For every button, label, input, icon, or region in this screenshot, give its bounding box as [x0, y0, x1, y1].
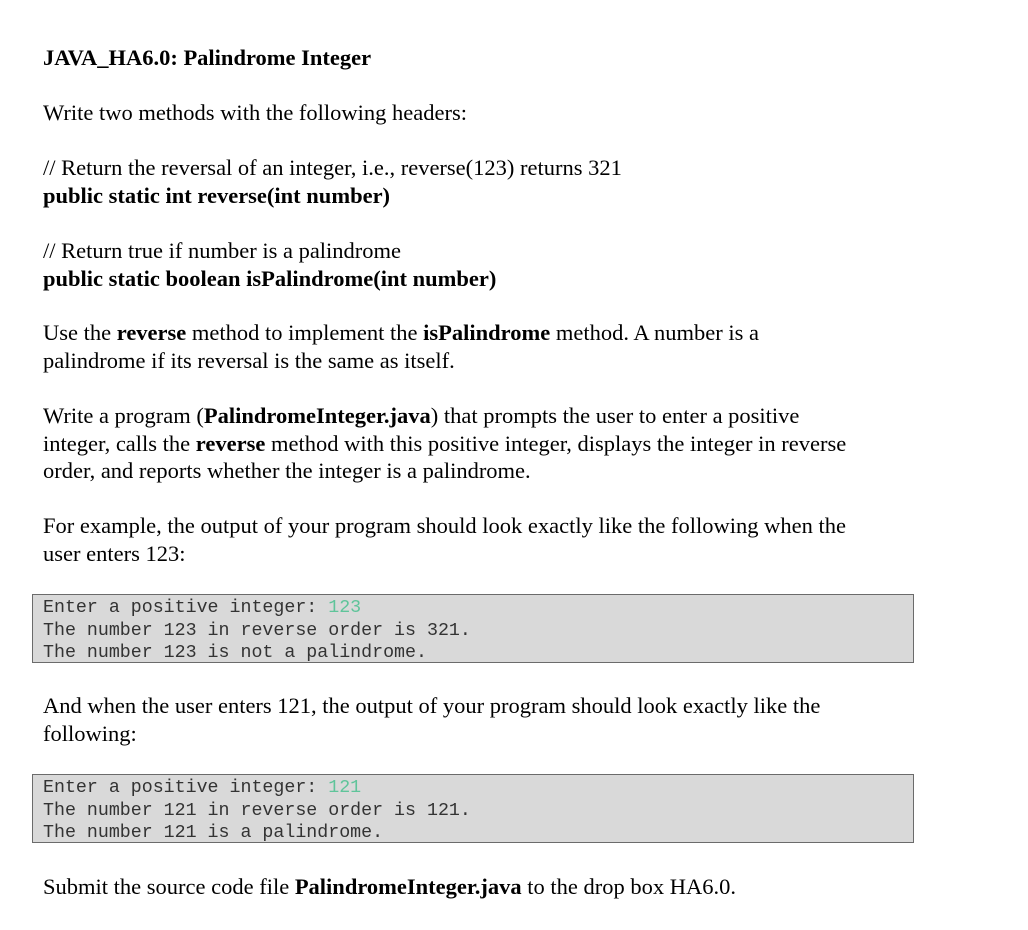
- text-run: Write a program (: [43, 403, 204, 428]
- sample-output-console-2: [32, 774, 914, 843]
- example2-intro-line-1: And when the user enters 121, the output of your program should look exactly like the: [43, 693, 821, 718]
- console-prompt: Enter a positive integer:: [43, 598, 329, 618]
- text-run: method with this positive integer, displays the integer in reverse: [265, 430, 847, 456]
- example2-intro-line-2: following:: [43, 720, 137, 746]
- palindrome-method-signature: public static boolean isPalindrome(int number): [43, 265, 497, 291]
- console-prompt: Enter a positive integer:: [43, 778, 329, 798]
- console-user-input: 121: [328, 778, 362, 798]
- page-title: JAVA_HA6.0: Palindrome Integer: [43, 45, 372, 70]
- sample-output-console-1: [32, 594, 914, 663]
- reverse-method-signature: public static int reverse(int number): [43, 182, 391, 208]
- use-reverse-paragraph: [43, 319, 759, 374]
- console-user-input: 123: [328, 598, 362, 618]
- program-line-2: [43, 430, 846, 458]
- reverse-method-block: [43, 154, 622, 209]
- console-line: The number 123 is not a palindrome.: [43, 643, 427, 664]
- bold-run: reverse: [116, 320, 187, 345]
- reverse-method-comment: // Return the reversal of an integer, i.e., reverse(123) returns 321: [43, 155, 622, 180]
- text-run: ) that prompts the user to enter a positive: [430, 403, 800, 428]
- bold-run: PalindromeInteger.java: [203, 403, 431, 428]
- text-run: to the drop box HA6.0.: [521, 874, 737, 899]
- palindrome-method-comment: // Return true if number is a palindrome: [43, 238, 402, 263]
- example1-intro: [43, 512, 846, 567]
- program-line-3: order, and reports whether the integer is a palindrome.: [43, 458, 531, 483]
- console-line: The number 123 in reverse order is 321.: [43, 620, 471, 641]
- text-run: Submit the source code file: [43, 874, 295, 899]
- example2-intro: [43, 692, 820, 747]
- text-run: Use the: [43, 320, 117, 345]
- text-run: method to implement the: [186, 320, 424, 345]
- bold-run: reverse: [195, 430, 266, 456]
- console-line: The number 121 is a palindrome.: [43, 823, 384, 844]
- example1-intro-line-2: user enters 123:: [43, 540, 186, 566]
- intro-paragraph: Write two methods with the following headers:: [43, 100, 468, 125]
- program-paragraph: [43, 402, 846, 485]
- console-line: The number 121 in reverse order is 121.: [43, 800, 471, 821]
- use-reverse-line-2: palindrome if its reversal is the same as itself.: [43, 347, 455, 373]
- example1-intro-line-1: For example, the output of your program should look exactly like the following when the: [43, 513, 846, 538]
- program-line-1: [43, 402, 846, 430]
- palindrome-method-block: [43, 237, 496, 292]
- console-line: [43, 597, 913, 620]
- text-run: integer, calls the: [43, 430, 196, 456]
- use-reverse-line-1: [43, 319, 759, 347]
- text-run: method. A number is a: [550, 320, 759, 345]
- bold-run: isPalindrome: [423, 320, 551, 345]
- submit-paragraph: [43, 873, 736, 901]
- console-line: [43, 777, 913, 800]
- bold-run: PalindromeInteger.java: [294, 874, 522, 899]
